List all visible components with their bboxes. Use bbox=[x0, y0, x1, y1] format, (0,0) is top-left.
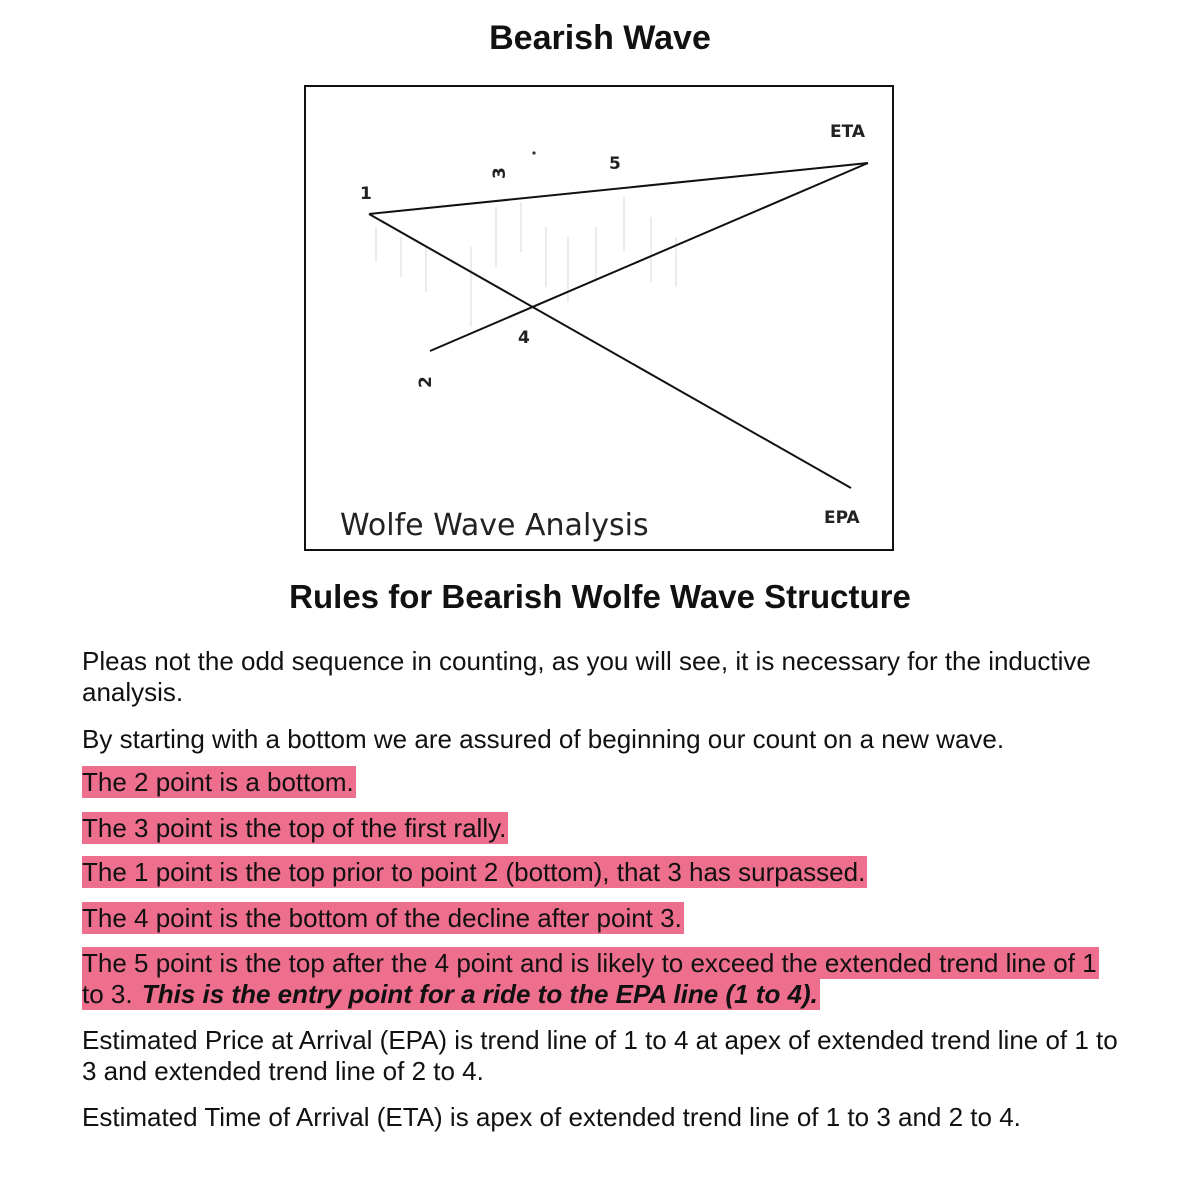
rule-point-1-text: The 1 point is the top prior to point 2 (bottom), that 3 has surpassed. bbox=[82, 857, 866, 887]
rule-point-2 bbox=[82, 767, 1122, 798]
paragraph-starting-bottom: By starting with a bottom we are assured of beginning our count on a new wave. bbox=[82, 724, 1005, 754]
label-point-1: 1 bbox=[360, 184, 372, 204]
point-3-dot bbox=[532, 151, 535, 154]
rule-point-2-text: The 2 point is a bottom. bbox=[82, 767, 354, 797]
page-title: Bearish Wave bbox=[489, 19, 711, 57]
label-epa: EPA bbox=[824, 508, 860, 528]
faint-price-bars bbox=[376, 197, 676, 327]
label-point-4: 4 bbox=[518, 328, 530, 348]
paragraph-epa-definition: Estimated Price at Arrival (EPA) is trend line of 1 to 4 at apex of extended trend line of 1 to 3 and extended trend line of 2 to 4. bbox=[82, 1025, 1118, 1086]
label-point-5: 5 bbox=[609, 154, 621, 174]
rule-point-4-text: The 4 point is the bottom of the decline after point 3. bbox=[82, 903, 682, 933]
rule-point-4 bbox=[82, 903, 1122, 934]
paragraph-eta-definition: Estimated Time of Arrival (ETA) is apex of extended trend line of 1 to 3 and 2 to 4. bbox=[82, 1102, 1021, 1132]
label-point-3: 3 bbox=[490, 167, 510, 179]
figure-caption: Wolfe Wave Analysis bbox=[340, 508, 649, 543]
rule-point-5-emphasis: This is the entry point for a ride to the EPA line (1 to 4). bbox=[141, 979, 818, 1009]
line-1-to-epa bbox=[369, 214, 851, 488]
rule-point-1 bbox=[82, 857, 1122, 888]
rule-point-3 bbox=[82, 813, 1122, 844]
wolfe-wave-diagram bbox=[304, 85, 894, 551]
rule-point-5-text: The 5 point is the top after the 4 point and is likely to exceed the extended trend line of 1 to 3. bbox=[82, 948, 1097, 1009]
rule-point-5 bbox=[82, 948, 1122, 1010]
wolfe-wave-svg bbox=[306, 87, 892, 549]
label-point-2: 2 bbox=[416, 376, 436, 388]
paragraph-odd-sequence: Pleas not the odd sequence in counting, as you will see, it is necessary for the inductive analysis. bbox=[82, 646, 1091, 707]
label-eta: ETA bbox=[830, 122, 866, 142]
rule-point-3-text: The 3 point is the top of the first rally. bbox=[82, 813, 507, 843]
section-title: Rules for Bearish Wolfe Wave Structure bbox=[289, 578, 911, 615]
